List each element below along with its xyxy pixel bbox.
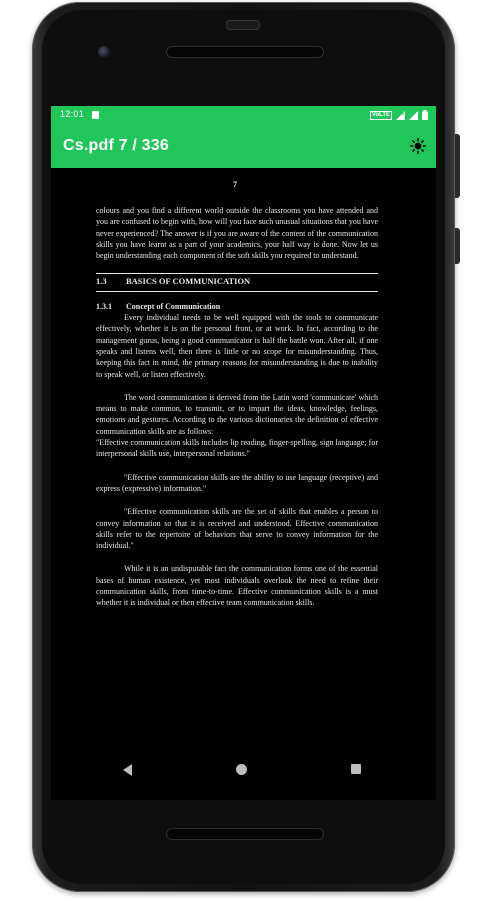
document-title: Cs.pdf 7 / 336	[63, 137, 169, 154]
paragraph-spacer	[96, 460, 378, 472]
status-indicators	[370, 110, 428, 120]
subsection-number: 1.3.1	[96, 301, 112, 311]
home-icon[interactable]	[236, 764, 247, 775]
app-screen	[51, 106, 436, 800]
paragraph-spacer	[96, 551, 378, 563]
brightness-icon[interactable]	[410, 138, 426, 154]
power-button	[455, 228, 460, 264]
definition-quote: "Effective communication skills are the set of skills that enables a person to convey information so that it is received and understood. Effective communication skills refer to the repertoire of behaviors that serve to convey information for the individual."	[96, 507, 378, 551]
subsection-heading	[96, 301, 378, 312]
page-content	[96, 205, 378, 609]
status-time: 12:01	[60, 109, 85, 119]
volte-badge: VoLTE	[371, 111, 390, 118]
battery-icon	[422, 110, 428, 120]
top-sensor	[226, 20, 260, 30]
pdf-page-view[interactable]	[51, 168, 436, 800]
paragraph: Every individual needs to be well equipped with the tools to communicate effectively, whether it is on the personal front, or at work. In fact, according to the management gurus, being a good communicator is half the battle won. After all, if one speaks and listens well, then there is little or no scope for misunderstanding. Thus, keeping this fact in mind, the primary reasons for misunderstanding is due to inability to speak well, or listen effectively.	[96, 313, 378, 379]
navigation-bar	[51, 754, 436, 786]
definition-quote: "Effective communication skills includes lip reading, finger-spelling, sign language; for interpersonal skills use, interpersonal relations."	[96, 438, 378, 459]
earpiece-speaker	[166, 46, 324, 58]
definition-quote: "Effective communication skills are the ability to use language (receptive) and express (expressive) information."	[96, 472, 378, 493]
status-bar	[51, 106, 436, 124]
volume-button	[455, 134, 460, 198]
section-title: BASICS OF COMMUNICATION	[126, 276, 251, 287]
app-toolbar	[51, 124, 436, 168]
notification-app-icon	[92, 111, 99, 119]
bottom-speaker	[166, 828, 324, 840]
paragraph: While it is an undisputable fact the communication forms one of the essential bases of human existence, yet most individuals overlook the need to refine their communication skills, from time-to-time. Effective communication skills is a must whether it is individual or then effective team communication skills.	[96, 564, 378, 608]
intro-paragraph: colours and you find a different world outside the classrooms you have attended and you are confused to begin with, how will you face such unusual situations that you have never experienced? The answer is if you are aware of the content of the communication skills you have learnt as a part of your academics, your half way is done. Now let us begin understanding each component of the soft skills you required to understand.	[96, 206, 378, 261]
subsection-title: Concept of Communication	[126, 301, 221, 311]
page-number: 7	[233, 180, 237, 189]
paragraph: The word communication is derived from the Latin word 'communicate' which means to make common, to transmit, or to impart the ideas, knowledge, feelings, emotions and gestures. According to the various dictionaries the definition of effective communication skills are as follows:	[96, 392, 378, 436]
paragraph-spacer	[96, 380, 378, 392]
section-heading	[96, 273, 378, 291]
cell-signal-2-icon	[409, 111, 418, 120]
recents-icon[interactable]	[351, 764, 361, 774]
cell-signal-icon	[396, 111, 405, 120]
back-icon[interactable]	[123, 764, 132, 776]
paragraph-spacer	[96, 494, 378, 506]
front-camera-icon	[98, 46, 110, 58]
section-number: 1.3	[96, 276, 107, 287]
